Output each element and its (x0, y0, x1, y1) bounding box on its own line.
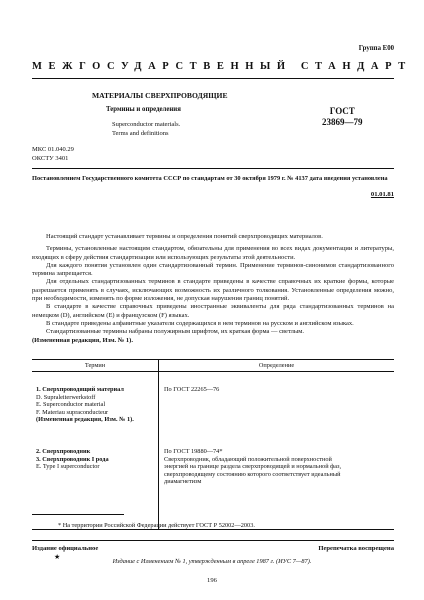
classification-codes (32, 146, 74, 163)
column-header-term: Термин (32, 360, 159, 372)
reprint-notice: Перепечатка воспрещена (318, 545, 394, 552)
term-cell (32, 442, 159, 529)
decree-text: Постановлением Государственного комитета СССР по стандартам от 30 октября 1979 г. № 4137 дата введения установлена (32, 175, 388, 182)
mks-code: МКС 01.040.29 (32, 146, 74, 153)
introduction-date: 01.01.81 (370, 191, 394, 198)
document-title: МАТЕРИАЛЫ СВЕРХПРОВОДЯЩИЕ (92, 91, 228, 100)
footer-rule (32, 540, 394, 541)
definition-cell (159, 372, 395, 442)
definition-line: По ГОСТ 22265—76 (164, 386, 220, 393)
paragraph: Стандартизованные термины набраны полужирным шрифтом, их краткая форма — светлым. (46, 328, 304, 336)
footnote: * На территории Российской Федерации действует ГОСТ Р 52002—2003. (58, 522, 255, 529)
standard-title: МЕЖГОСУДАРСТВЕННЫЙ СТАНДАРТ (32, 61, 412, 72)
paragraph: В стандарте приведены алфавитные указатели содержащихся в нем терминов на русском и английском языках. (46, 319, 354, 327)
table-row (32, 442, 394, 529)
paragraph: Для каждого понятия установлен один стандартизованный термин. Применение терминов-синонимов стандартизованного термина запрещается. (32, 261, 394, 278)
definition-line: диамагнетизм (164, 478, 202, 486)
document-subtitle: Термины и определения (106, 106, 181, 113)
paragraph: Настоящий стандарт устанавливает термины и определения понятий сверхпроводящих материалов. (46, 233, 323, 240)
term-line: F. Materiau supraconducteur (36, 408, 109, 416)
paragraph-change-note: (Измененная редакция, Изм. № 1). (32, 336, 133, 344)
star-icon: ★ (54, 553, 61, 561)
gost-number: 23869—79 (322, 117, 363, 127)
page-number: 196 (207, 577, 217, 584)
term-line: D. Supraleiterwerkstoff (36, 393, 96, 401)
definition-line: По ГОСТ 19880—74* (164, 447, 223, 455)
gost-designation (322, 106, 363, 128)
definition-cell (159, 442, 395, 529)
english-title-line: Superconductor materials. (112, 121, 181, 128)
table-row (32, 372, 394, 442)
term-line: (Измененная редакция, Изм. № 1). (36, 416, 134, 424)
table-header-row (32, 360, 394, 372)
terms-table (32, 359, 394, 530)
body-text (32, 233, 394, 345)
term-line: E. Type I superconductor (36, 463, 100, 471)
okstu-code: ОКСТУ 3401 (32, 154, 69, 162)
definition-line: энергией на границе раздела сверхпроводящей и нормальной фаз, (164, 463, 342, 471)
codes-rule (32, 168, 394, 169)
group-code: Группа Е00 (358, 45, 394, 52)
term-line: E. Superconductor material (36, 401, 106, 409)
gost-label: ГОСТ (329, 106, 355, 116)
change-note: Издание с Изменением № 1, утвержденным в апреле 1987 г. (ИУС 7—87). (112, 558, 312, 565)
definition-line: Сверхпроводник, обладающий положительной поверхностной (164, 455, 332, 463)
header-rule (32, 78, 394, 79)
definition-line: сверхпроводящему состоянию которого соответствует идеальный (164, 470, 341, 478)
paragraph: Для отдельных стандартизованных терминов в стандарте приведены в качестве справочных их краткие формы, которые разрешается применять в случаях, исключающих возможность их различного толкования. Установленные определения можно, при необходимости, изменять по форме изложения, не допуская нарушения границ понятий. (32, 278, 394, 303)
english-title (112, 121, 180, 138)
term-line: 3. Сверхпроводник I рода (36, 455, 109, 463)
english-title-line: Terms and definitions (112, 129, 169, 137)
term-cell (32, 372, 159, 442)
footnote-rule (32, 514, 124, 515)
term-line: 2. Сверхпроводник (36, 447, 91, 455)
official-edition-label: Издание официальное (32, 545, 99, 552)
paragraph: В стандарте в качестве справочных приведены иностранные эквиваленты для ряда стандартизованных терминов на немецком (D), английском (Е) и французском (F) языках. (32, 303, 394, 319)
term-line: 1. Сверхпроводящий материал (36, 386, 124, 393)
paragraph: Термины, установленные настоящим стандартом, обязательны для применения во всех видах документации и литературы, входящих в сферу действия стандартизации или использующих результаты этой деятельности. (32, 245, 394, 261)
column-header-definition: Определение (159, 360, 395, 372)
